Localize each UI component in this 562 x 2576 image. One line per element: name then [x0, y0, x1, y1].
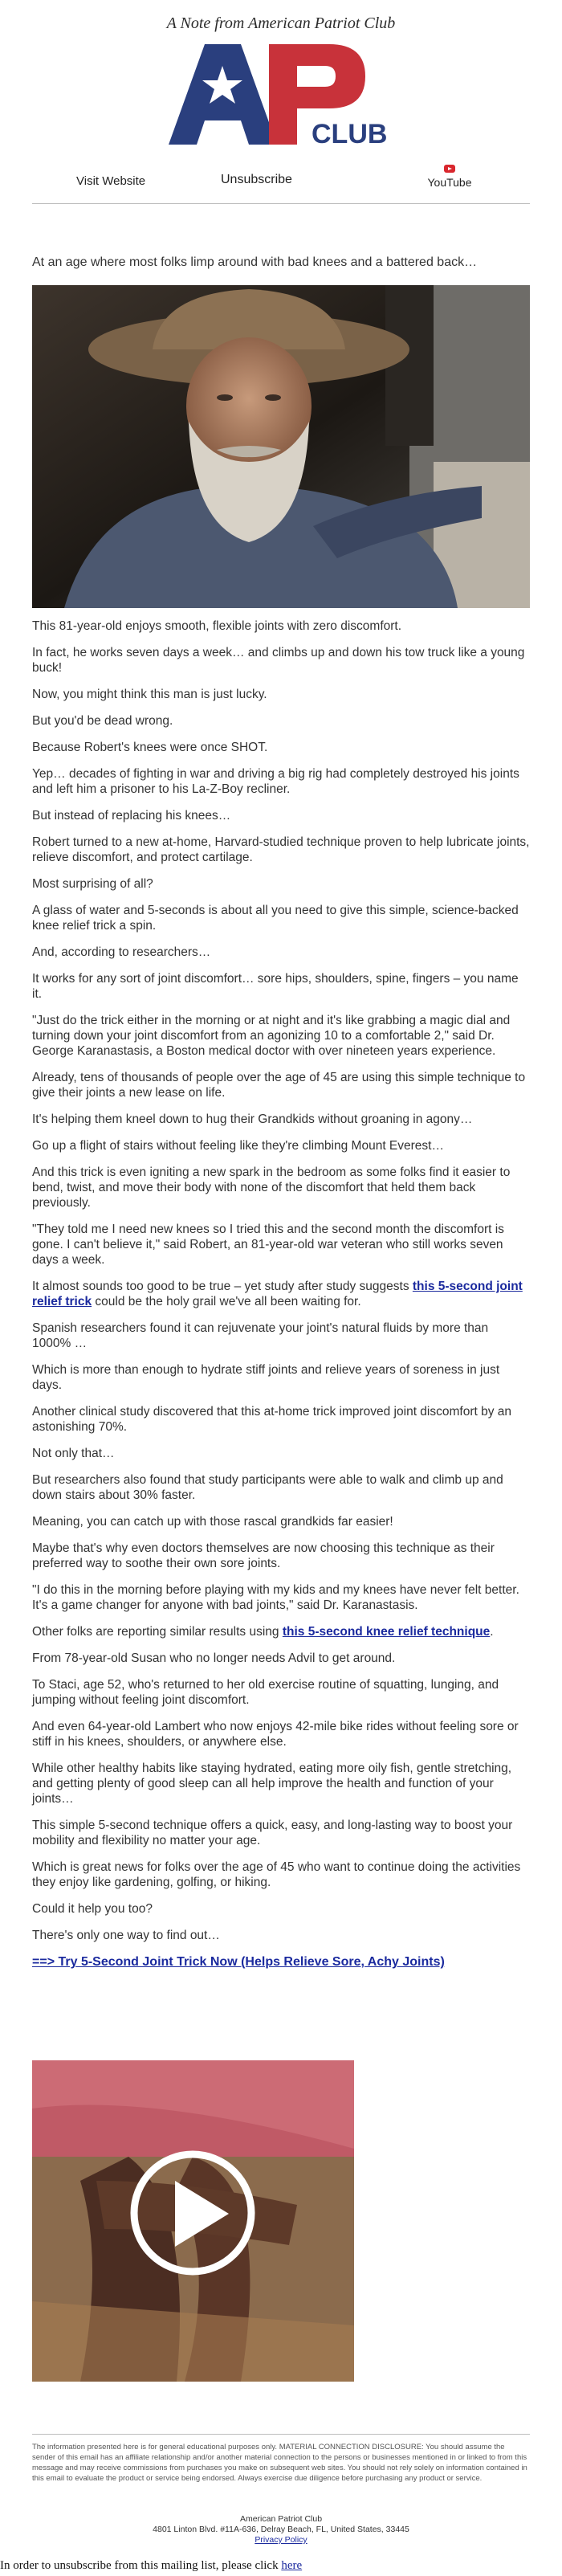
- joint-relief-trick-link[interactable]: this 5-second joint relief trick: [32, 1280, 523, 1308]
- paragraph: Now, you might think this man is just lucky.: [32, 688, 267, 701]
- logo-club-text: CLUB: [312, 119, 388, 149]
- visit-website-link[interactable]: Visit Website: [76, 174, 146, 188]
- unsubscribe-line-text: In order to unsubscribe from this mailing list, please click: [0, 2559, 282, 2572]
- footer-company: American Patriot Club: [239, 2514, 323, 2524]
- paragraph: This 81-year-old enjoys smooth, flexible joints with zero discomfort.: [32, 619, 402, 633]
- paragraph-group-2: [32, 1321, 530, 1613]
- paragraph: To Staci, age 52, who's returned to her old exercise routine of squatting, lunging, and jumping without feeling joint discomfort.: [32, 1678, 499, 1707]
- ap-club-logo: [169, 40, 393, 149]
- paragraph: Already, tens of thousands of people over the age of 45 are using this simple technique to give their joints a new lease on life.: [32, 1071, 526, 1100]
- paragraph: Which is great news for folks over the age of 45 who want to continue doing the activities they enjoy like gardening, golfing, or hiking.: [32, 1860, 521, 1889]
- paragraph: Go up a flight of stairs without feeling like they're climbing Mount Everest…: [32, 1139, 444, 1153]
- knee-relief-technique-link[interactable]: this 5-second knee relief technique: [282, 1625, 491, 1639]
- paragraph: And even 64-year-old Lambert who now enjoys 42-mile bike rides without feeling sore or stiff in his knees, shoulders, or anywhere else.: [32, 1720, 519, 1749]
- footer: [32, 2514, 530, 2545]
- paragraph: Robert turned to a new at-home, Harvard-studied technique proven to help lubricate joints, relieve discomfort, and protect cartilage.: [32, 835, 530, 864]
- paragraph-group-3: [32, 1651, 530, 1943]
- paragraph: "They told me I need new knees so I tried this and the second month the discomfort is gone. I can't believe it," said Robert, an 81-year-old war veteran who still works seven days a week.: [32, 1223, 504, 1267]
- paragraph: But researchers also found that study participants were able to walk and climb up and down stairs about 30% faster.: [32, 1473, 503, 1502]
- cta-link[interactable]: ==> Try 5-Second Joint Trick Now (Helps Relieve Sore, Achy Joints): [32, 1955, 445, 1969]
- paragraph: And this trick is even igniting a new spark in the bedroom as some folks find it easier to bend, twist, and move their body with none of the discomfort that held them back previously.: [32, 1166, 511, 1210]
- paragraph: But instead of replacing his knees…: [32, 809, 231, 823]
- paragraph: In fact, he works seven days a week… and climbs up and down his tow truck like a young buck!: [32, 646, 525, 675]
- header-note: A Note from American Patriot Club: [166, 14, 396, 32]
- paragraph: "I do this in the morning before playing with my kids and my knees have never felt better. It's a game changer for anyone with bad joints," said Dr. Karanastasis.: [32, 1583, 519, 1612]
- privacy-policy-link[interactable]: Privacy Policy: [255, 2535, 307, 2545]
- paragraph: It works for any sort of joint discomfort… sore hips, shoulders, spine, fingers – you name it.: [32, 972, 519, 1001]
- link-para-2-tail: .: [490, 1625, 494, 1639]
- unsubscribe-link[interactable]: Unsubscribe: [221, 173, 292, 186]
- unsubscribe-line: [0, 2559, 302, 2573]
- video-thumbnail[interactable]: [32, 2060, 354, 2382]
- link-para-1-text: It almost sounds too good to be true – yet study after study suggests: [32, 1280, 413, 1293]
- paragraph: From 78-year-old Susan who no longer needs Advil to get around.: [32, 1651, 396, 1665]
- paragraph: There's only one way to find out…: [32, 1929, 220, 1942]
- lede-text: At an age where most folks limp around with bad knees and a battered back…: [32, 255, 478, 269]
- paragraph: Because Robert's knees were once SHOT.: [32, 741, 268, 754]
- youtube-label: YouTube: [427, 176, 472, 189]
- divider: [32, 203, 530, 204]
- paragraph: Yep… decades of fighting in war and driving a big rig had completely destroyed his joints and left him a prisoner to his La-Z-Boy recliner.: [32, 767, 519, 796]
- article-body: [32, 618, 530, 1981]
- paragraph: But you'd be dead wrong.: [32, 714, 173, 728]
- paragraph: Meaning, you can catch up with those rascal grandkids far easier!: [32, 1515, 393, 1529]
- footer-address: 4801 Linton Blvd. #11A-636, Delray Beach, FL, United States, 33445: [153, 2525, 409, 2534]
- paragraph: This simple 5-second technique offers a quick, easy, and long-lasting way to boost your mobility and flexibility no matter your age.: [32, 1819, 513, 1847]
- paragraph: Most surprising of all?: [32, 877, 153, 891]
- paragraph: It's helping them kneel down to hug their Grandkids without groaning in agony…: [32, 1112, 473, 1126]
- youtube-link[interactable]: [417, 165, 482, 189]
- top-nav: [32, 165, 530, 197]
- link-paragraph-1: [32, 1279, 530, 1309]
- paragraph: "Just do the trick either in the morning or at night and it's like grabbing a magic dial and turning down your joint discomfort from an agonizing 10 to a comfortable 2," said Dr. George Karanastasis, a Boston medical doctor with over nineteen years experience.: [32, 1014, 511, 1058]
- paragraph: Which is more than enough to hydrate stiff joints and relieve years of soreness in just days.: [32, 1363, 500, 1392]
- link-paragraph-2: [32, 1624, 530, 1639]
- unsubscribe-here-link[interactable]: here: [281, 2559, 303, 2572]
- link-para-1-tail: could be the holy grail we've all been waiting for.: [92, 1295, 361, 1308]
- footer-divider: [32, 2434, 530, 2435]
- paragraph: Not only that…: [32, 1447, 115, 1460]
- youtube-icon: [444, 165, 455, 173]
- hero-photo-old-man[interactable]: [32, 285, 530, 608]
- paragraph: Another clinical study discovered that this at-home trick improved joint discomfort by an astonishing 70%.: [32, 1405, 512, 1434]
- paragraph-group-1: [32, 618, 530, 1268]
- paragraph: Maybe that's why even doctors themselves are now choosing this technique as their preferred way to soothe their own sore joints.: [32, 1541, 495, 1570]
- paragraph: Spanish researchers found it can rejuvenate your joint's natural fluids by more than 1000% …: [32, 1321, 489, 1350]
- link-para-2-text: Other folks are reporting similar results using: [32, 1625, 283, 1639]
- disclaimer-text: The information presented here is for general educational purposes only. MATERIAL CONNECTION DISCLOSURE: You should assume the sender of this email has an affiliate relationship and/or another material connection to the persons or businesses mentioned in or linked to from this message and may receive commissions from purchases you make on subsequent web sites. You should not rely solely on information contained in this email to evaluate the product or service being endorsed. Always exercise due diligence before purchasing any product or service.: [32, 2443, 527, 2483]
- paragraph: While other healthy habits like staying hydrated, eating more oily fish, gentle stretching, and getting plenty of good sleep can all help improve the health and function of your joints…: [32, 1762, 512, 1806]
- paragraph: Could it help you too?: [32, 1902, 153, 1916]
- paragraph: A glass of water and 5-seconds is about all you need to give this simple, science-backed knee relief trick a spin.: [32, 904, 519, 933]
- paragraph: And, according to researchers…: [32, 945, 211, 959]
